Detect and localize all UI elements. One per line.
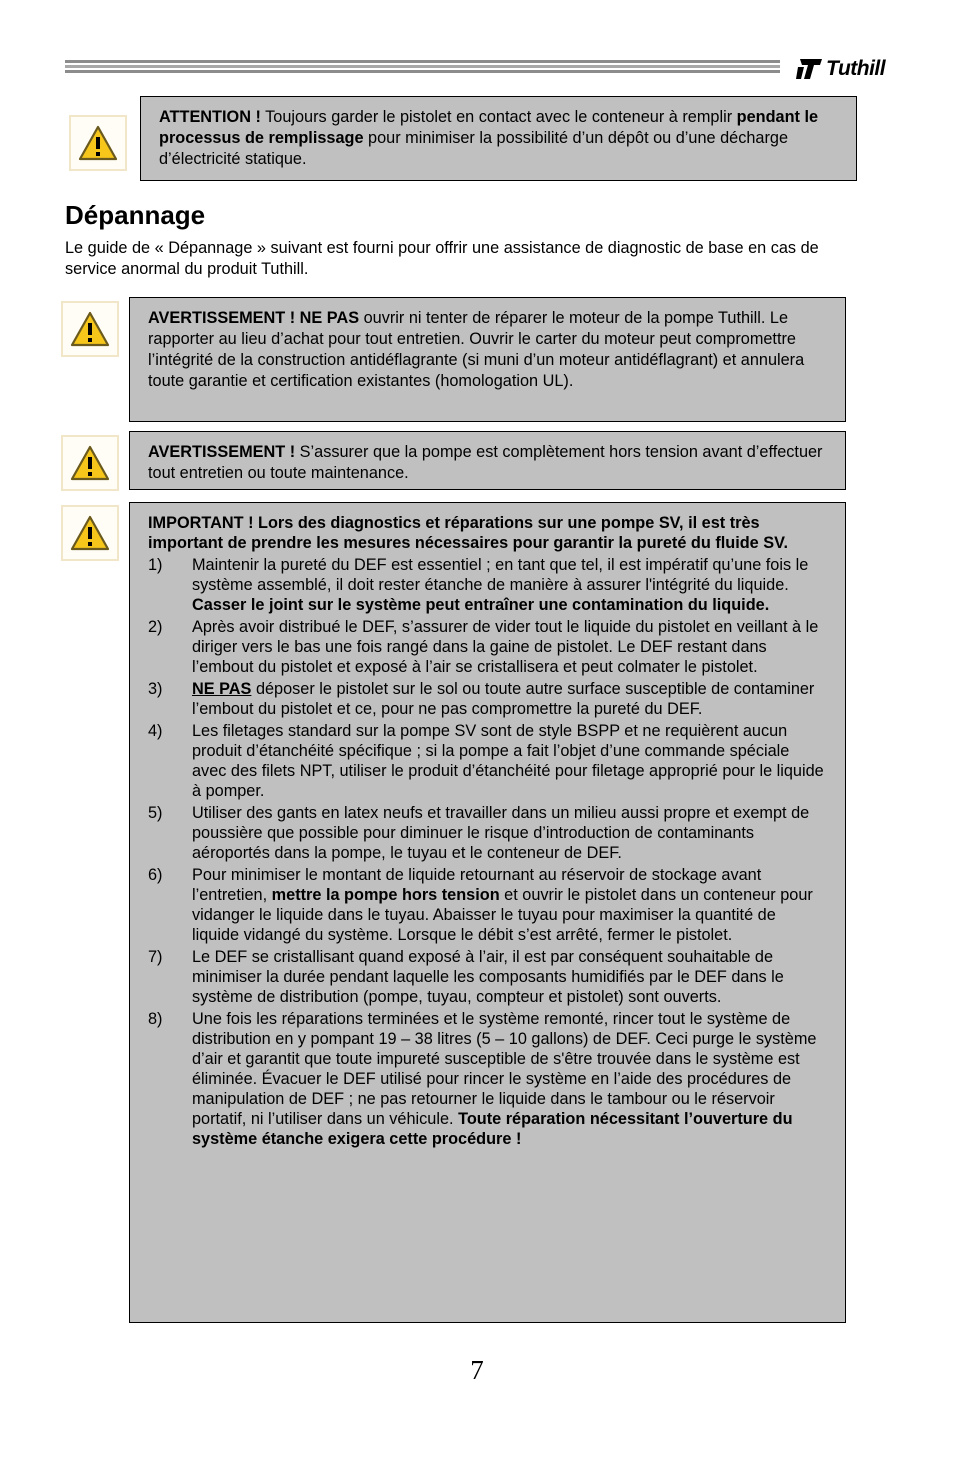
item-text: Le DEF se cristallisant quand exposé à l’air, il est par conséquent souhaitable de minimiser la durée pendant laquelle les composants humidifiés par le DEF dans le système de distribution (pompe, tuyau, compteur et pistolet) sont ouverts. [192, 948, 784, 1006]
list-item [148, 555, 827, 615]
warning-triangle-icon [61, 301, 119, 357]
item-text: Maintenir la pureté du DEF est essentiel ; en tant que tel, il est impératif qu’une fois le système assemblé, il doit rester étanche de manière à assurer l'intégrité du liquide. [192, 556, 809, 594]
item-number: 6) [148, 866, 163, 884]
list-item [148, 803, 827, 863]
attention-lead: ATTENTION ! [159, 108, 261, 126]
item-text: Pour minimiser le montant de liquide retournant au réservoir de stockage avant l’entretien, [192, 866, 762, 904]
item-bold: mettre la pompe hors tension [271, 886, 500, 904]
section-intro: Le guide de « Dépannage » suivant est fourni pour offrir une assistance de diagnostic de base en cas de service anormal du produit Tuthill. [65, 239, 819, 278]
warning-motor-text [148, 308, 827, 392]
warning-power-notice [129, 431, 846, 490]
warning-motor-notice [129, 297, 846, 422]
warning-power-body: S’assurer que la pompe est complètement hors tension avant d’effectuer tout entretien ou toute maintenance. [148, 443, 823, 482]
item-text: Une fois les réparations terminées et le système remonté, rincer tout le système de distribution en y pompant 19 – 38 litres (5 – 10 gallons) de DEF. Ceci purge le système d’air et garantit que toute impureté susceptible de s'être trouvée dans le système est éliminée. Évacuer le DEF utilisé pour rincer le système en l’aide des procédures de manipulation de DEF ; ne pas retourner le liquide dans le tambour ou le réservoir portatif, ni l’utiliser dans un véhicule. [192, 1010, 817, 1128]
tuthill-logo [796, 56, 885, 82]
attention-notice [140, 96, 857, 181]
item-bold: Casser le joint sur le système peut entraîner une contamination du liquide. [192, 596, 770, 614]
item-text: déposer le pistolet sur le sol ou toute autre surface susceptible de contaminer l’embout du pistolet et ce, pour ne pas compromettre la pureté du DEF. [192, 680, 815, 718]
list-item [148, 947, 827, 1007]
warning-power-lead: AVERTISSEMENT ! [148, 443, 296, 461]
attention-text-2: pour minimiser la possibilité d’un dépôt ou d’une décharge d’électricité statique. [159, 129, 789, 168]
item-number: 4) [148, 722, 163, 740]
item-underlined: NE PAS [192, 680, 252, 698]
list-item [148, 679, 827, 719]
list-item [148, 1009, 827, 1149]
item-text: Les filetages standard sur la pompe SV sont de style BSPP et ne requièrent aucun produit d’étanchéité spécifique ; si la pompe a fait l’objet d’une commande spéciale avec des filets NPT, utiliser le produit d’étanchéité pour filetage approprié pour le liquide à pomper. [192, 722, 824, 800]
item-text-2: et ouvrir le pistolet dans un conteneur pour vidanger le liquide dans le tuyau. Abaisser le tuyau pour maximiser la quantité de liquide vidangé du système. Lorsque le débit s’est arrêté, fermer le pistolet. [192, 886, 813, 944]
attention-text-1: Toujours garder le pistolet en contact avec le conteneur à remplir [260, 108, 737, 126]
item-number: 2) [148, 618, 163, 636]
item-number: 8) [148, 1010, 163, 1028]
important-notice [129, 502, 846, 1323]
important-heading: IMPORTANT ! Lors des diagnostics et réparations sur une pompe SV, il est très important de prendre les mesures nécessaires pour garantir la pureté du fluide SV. [148, 514, 789, 552]
item-text: Utiliser des gants en latex neufs et travailler dans un milieu aussi propre et exempt de poussière que possible pour diminuer le risque d’introduction de contaminants aéroportés dans la pompe, le tuyau et le conteneur de DEF. [192, 804, 810, 862]
important-list [148, 555, 827, 1149]
warning-motor-body: ouvrir ni tenter de réparer le moteur de la pompe Tuthill. Le rapporter au lieu d’achat pour tout entretien. Ouvrir le carter du moteur peut compromettre l’intégrité de la construction antidéflagrante (si muni d’un moteur antidéflagrant) et annulera toute garantie et certification existantes (homologation UL). [148, 309, 805, 390]
list-item [148, 865, 827, 945]
list-item [148, 721, 827, 801]
item-bold: Toute réparation nécessitant l’ouverture du système étanche exigera cette procédure ! [192, 1110, 793, 1148]
header-rule [65, 60, 780, 75]
item-text: Après avoir distribué le DEF, s’assurer de vider tout le liquide du pistolet en veillant à le diriger vers le bas une fois rangé dans la gaine de pistolet. Le DEF restant dans l’embout du pistolet et exposé à l’air se cristallisera et peut colmater le pistolet. [192, 618, 819, 676]
attention-bold: pendant le processus de remplissage [159, 108, 819, 147]
page-number: 7 [470, 1355, 484, 1385]
item-number: 3) [148, 680, 163, 698]
warning-power-text [148, 442, 827, 484]
list-item [148, 617, 827, 677]
tuthill-logo-mark-icon [796, 57, 824, 81]
attention-text [159, 107, 838, 170]
warning-triangle-icon [69, 115, 127, 171]
brand-name: Tuthill [826, 57, 886, 80]
section-title: Dépannage [65, 200, 206, 230]
warning-triangle-icon [61, 435, 119, 491]
warning-motor-lead: AVERTISSEMENT ! NE PAS [148, 309, 360, 327]
item-number: 5) [148, 804, 163, 822]
warning-triangle-icon [61, 505, 119, 561]
item-number: 1) [148, 556, 163, 574]
item-number: 7) [148, 948, 163, 966]
